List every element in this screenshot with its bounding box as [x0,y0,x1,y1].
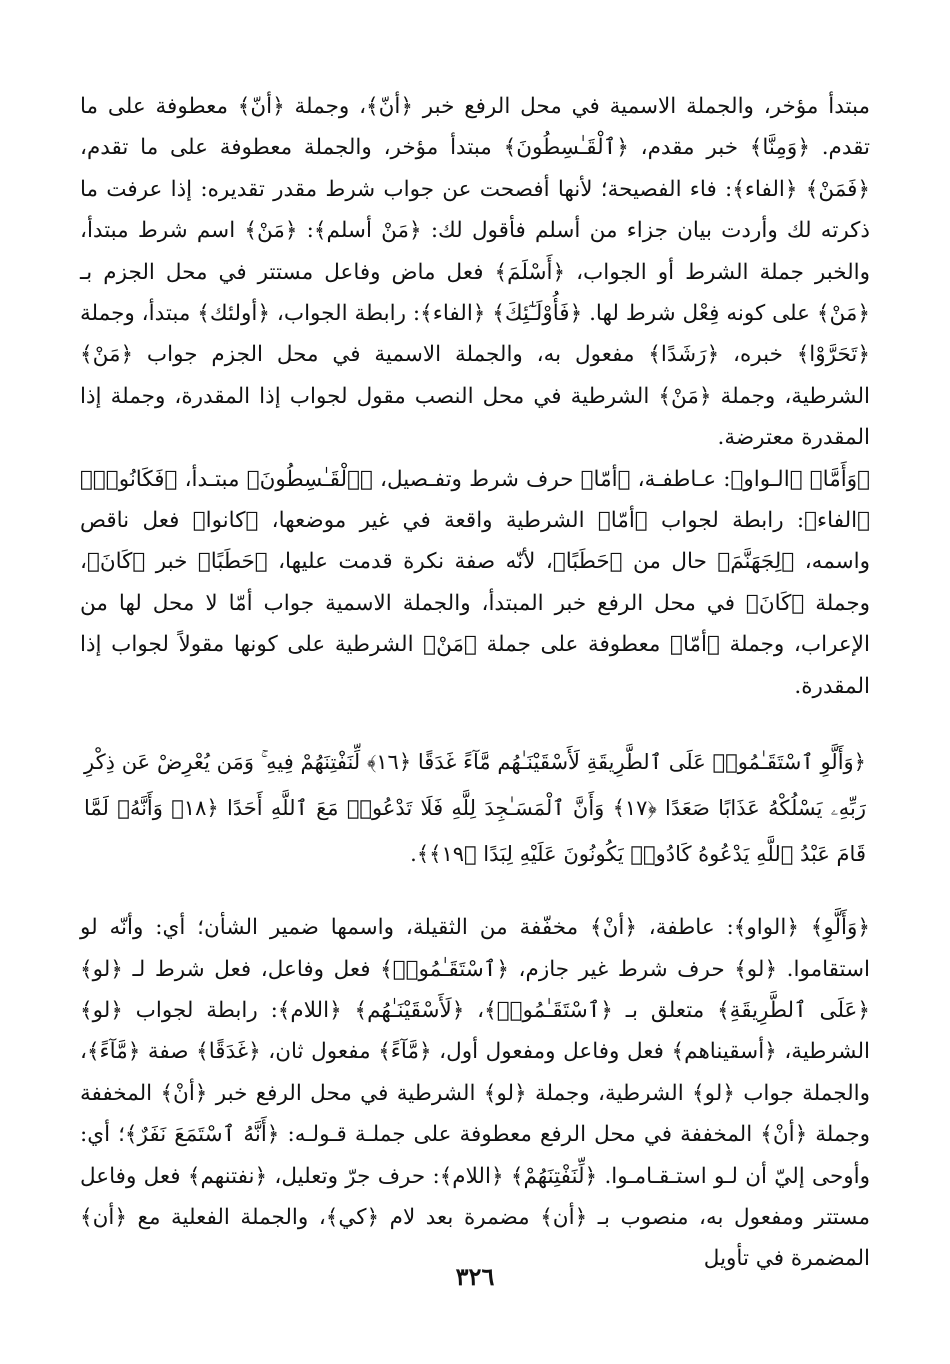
quran-verse-block: ﴿وَأَلَّوِ ٱسْتَقَـٰمُوا۟ عَلَى ٱلطَّرِيقَةِ لَأَسْقَيْنَـٰهُم مَّآءً غَدَقًا ﴿١٦﴾ لِّنَفْتِنَهُمْ فِيهِ ۚ وَمَن يُعْرِضْ عَن ذِكْرِ رَبِّهِۦ يَسْلُكْهُ عَذَابًا صَعَدًا ﴿١٧﴾ وَأَنَّ ٱلْمَسَـٰجِدَ لِلَّهِ فَلَا تَدْعُوا۟ مَعَ ٱللَّهِ أَحَدًا ﴿١٨﴾ وَأَنَّهُۥ لَمَّا قَامَ عَبْدُ ٱللَّهِ يَدْعُوهُ كَادُوا۟ يَكُونُونَ عَلَيْهِ لِبَدًا ﴿١٩﴾﴾. [84,750,866,867]
page-number: ٣٢٦ [455,1262,495,1291]
paragraph-commentary-1: مبتدأ مؤخر، والجملة الاسمية في محل الرفع خبر ﴿أنّ﴾، وجملة ﴿أنّ﴾ معطوفة على ما تقدم. ﴿وَمِنَّا﴾ خبر مقدم، ﴿ٱلْقَـٰسِطُونَ﴾ مبتدأ مؤخر، والجملة معطوفة على ما تقدم، ﴿فَمَنْ﴾ ﴿الفاء﴾: فاء الفصيحة؛ لأنها أفصحت عن جواب شرط مقدر تقديره: إذا عرفت ما ذكرته لك وأردت بيان جزاء من أسلم فأقول لك: ﴿مَنْ أسلم﴾: ﴿مَنْ﴾ اسم شرط مبتدأ، والخبر جملة الشرط أو الجواب، ﴿أَسْلَمَ﴾ فعل ماض وفاعل مستتر في محل الجزم بـ ﴿مَنْ﴾ على كونه فِعْل شرط لها. ﴿فَأُوْلَـٰٓئِكَ﴾ ﴿الفاء﴾: رابطة الجواب، ﴿أولئك﴾ مبتدأ، وجملة ﴿تَحَرَّوْا﴾ خبره، ﴿رَشَدًا﴾ مفعول به، والجملة الاسمية في محل الجزم جواب ﴿مَنْ﴾ الشرطية، وجملة ﴿مَنْ﴾ الشرطية في محل النصب مقول لجواب إذا المقدرة، وجملة إذا المقدرة معترضة. [80,94,870,451]
spacer [80,707,870,725]
paragraph-commentary-2: ﴿وَأَمَّا﴾ ﴿الـواو﴾: عـاطفـة، ﴿أمّا﴾ حرف شرط وتفـصيل، ﴿ٱلْقَـٰسِطُونَ﴾ مبتـدأ، ﴿فَكَانُوا۟﴾ ﴿الفاء﴾: رابطة لجواب ﴿أمّا﴾ الشرطية واقعة في غير موضعها، ﴿كانوا﴾ فعل ناقص واسمه، ﴿لِجَهَنَّمَ﴾ حال من ﴿حَطَبًا﴾، لأنّه صفة نكرة قدمت عليها، ﴿حَطَبًا﴾ خبر ﴿كَانَ﴾، وجملة ﴿كَانَ﴾ في محل الرفع خبر المبتدأ، والجملة الاسمية جواب أمّا لا محل لها من الإعراب، وجملة ﴿أمّا﴾ معطوفة على جملة ﴿مَنْ﴾ الشرطية على كونها مقولاً لجواب إذا المقدرة. [80,466,870,699]
spacer [80,889,870,907]
paragraph-commentary-3: ﴿وَأَلَّوِ﴾ ﴿الواو﴾: عاطفة، ﴿أنْ﴾ مخفّفة من الثقيلة، واسمها ضمير الشأن؛ أي: وأنّه لو استقاموا. ﴿لو﴾ حرف شرط غير جازم، ﴿ٱسْتَقَـٰمُوا۟﴾ فعل وفاعل، فعل شرط لـ ﴿لو﴾ ﴿عَلَى ٱلطَّرِيقَةِ﴾ متعلق بـ ﴿ٱسْتَقَـٰمُوا۟﴾، ﴿لَأَسْقَيْنَـٰهُم﴾ ﴿اللام﴾: رابطة لجواب ﴿لو﴾ الشرطية، ﴿أسقيناهم﴾ فعل وفاعل ومفعول أول، ﴿مَّآءً﴾ مفعول ثان، ﴿غَدَقًا﴾ صفة ﴿مَّآءً﴾، والجملة جواب ﴿لو﴾ الشرطية، وجملة ﴿لو﴾ الشرطية في محل الرفع خبر ﴿أنْ﴾ المخففة وجملة ﴿أنْ﴾ المخففة في محل الرفع معطوفة على جملـة قـولـه: ﴿أَنَّهُ ٱسْتَمَعَ نَفَرٌ﴾؛ أي: وأوحى إليّ أن لـو استـقـامـوا. ﴿لِّنَفْتِنَهُمْ﴾ ﴿اللام﴾: حرف جرّ وتعليل، ﴿نفتنهم﴾ فعل وفاعل مستتر ومفعول به، منصوب بـ ﴿أن﴾ مضمرة بعد لام ﴿كي﴾، والجملة الفعلية مع ﴿أن﴾ المضمرة في تأويل [80,915,870,1272]
